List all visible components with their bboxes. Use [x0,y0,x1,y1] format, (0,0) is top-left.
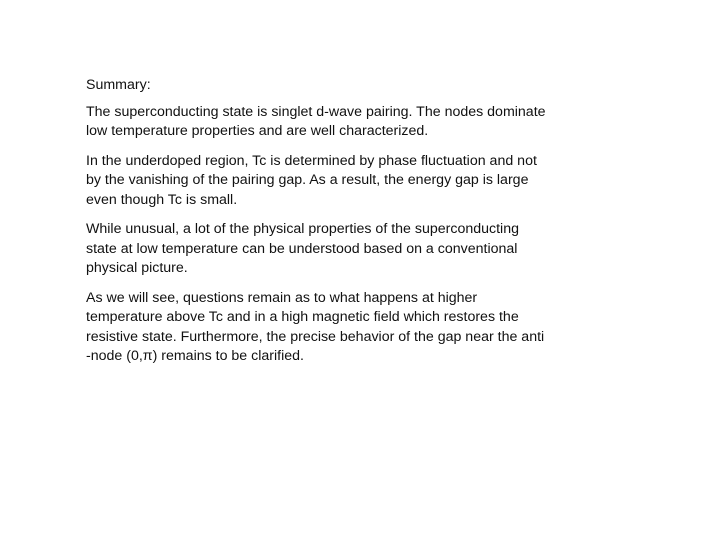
summary-heading: Summary: [86,77,151,93]
summary-paragraph-open-questions: As we will see, questions remain as to what happens at higher temperature above Tc and in a high magnetic field which restores the resistive state. Furthermore, the precise behavior of the gap near the anti -node (0,π) remains to be clarified. [86,289,545,364]
summary-paragraph-conventional: While unusual, a lot of the physical properties of the superconducting state at low temperature can be understood based on a conventional physical picture. [86,221,519,276]
summary-text-block [86,76,626,377]
summary-paragraph-underdoped: In the underdoped region, Tc is determined by phase fluctuation and not by the vanishing of the pairing gap. As a result, the energy gap is large even though Tc is small. [86,152,537,208]
summary-paragraph-pairing: The superconducting state is singlet d-wave pairing. The nodes dominate low temperature properties and are well characterized. [86,103,546,139]
